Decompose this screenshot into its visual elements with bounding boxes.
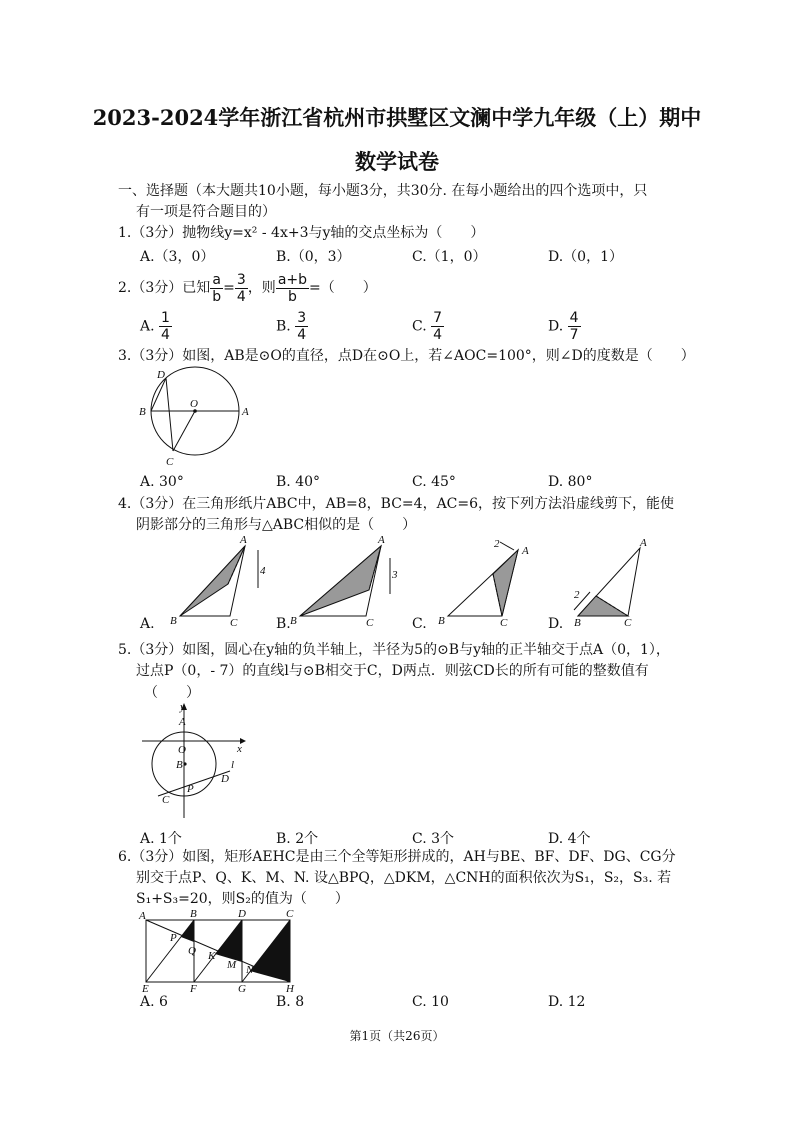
q2-option-d xyxy=(548,310,581,343)
q5-label-y: y xyxy=(180,701,185,713)
exam-title: 2023-2024学年浙江省杭州市拱墅区文澜中学九年级（上）期中 xyxy=(92,105,702,130)
q4c-length-2: 2 xyxy=(494,538,500,550)
q5-line-l xyxy=(158,771,230,796)
q2-stem-a: 2.（3分）已知 xyxy=(118,280,211,296)
q4d-label-b: B xyxy=(574,617,581,629)
q6-label-g: G xyxy=(238,983,246,992)
q2-option-d-den: 7 xyxy=(569,327,579,343)
q2-stem-b: ，则 xyxy=(247,280,276,296)
q6-label-p: P xyxy=(170,932,177,944)
q2-frac3-den: b xyxy=(287,288,297,305)
q4c-label-c: C xyxy=(500,617,508,629)
question-4-stem: 4.（3分）在三角形纸片ABC中，AB=8，BC=4，AC=6，按下列方法沿虚线剪下，能使 xyxy=(118,496,675,512)
q2-frac2-num: 3 xyxy=(236,271,246,288)
q3-chord-db xyxy=(151,378,166,411)
q2-frac3-num: a+b xyxy=(277,271,308,288)
q5-coordinate-figure xyxy=(136,700,256,826)
q2-option-b-den: 4 xyxy=(297,327,307,343)
q5-label-c: C xyxy=(162,794,170,806)
q5-label-l: l xyxy=(231,759,235,771)
q3-label-b: B xyxy=(139,406,146,418)
q3-label-a: A xyxy=(242,406,249,418)
q4d-label-c: C xyxy=(624,617,632,629)
q6-option-d: D. 12 xyxy=(548,994,586,1010)
q2-equals: = xyxy=(223,280,235,296)
q3-label-c: C xyxy=(166,456,174,468)
q6-option-c: C. 10 xyxy=(412,994,449,1010)
q1-option-a: A.（3，0） xyxy=(140,249,215,265)
q4-option-a: A. xyxy=(140,616,155,632)
q2-option-c-num: 7 xyxy=(433,310,443,326)
q6-option-a: A. 6 xyxy=(140,994,168,1010)
q4-figure-c xyxy=(420,532,556,632)
q3-label-o: O xyxy=(190,398,198,410)
q5-label-d: D xyxy=(221,773,229,785)
question-5-stem: 5.（3分）如图，圆心在y轴的负半轴上，半径为5的⊙B与y轴的正半轴交于点A（0，1）， xyxy=(118,642,670,658)
q2-fraction-sum xyxy=(276,272,309,305)
q4c-shaded-region xyxy=(493,550,518,616)
q3-circle-figure xyxy=(130,362,260,470)
q4d-length-2: 2 xyxy=(574,589,580,601)
q2-option-a-den: 4 xyxy=(161,327,170,343)
question-1-stem: 1.（3分）抛物线y=x² - 4x+3与y轴的交点坐标为（ ） xyxy=(118,225,485,241)
q5-option-d: D. 4个 xyxy=(548,831,591,847)
q2-option-b xyxy=(276,310,308,343)
q3-label-d: D xyxy=(157,369,165,381)
q5-label-x: x xyxy=(237,743,242,755)
q2-option-b-label: B. xyxy=(276,318,291,335)
q4a-shaded-region xyxy=(180,546,245,616)
q4b-length-3: 3 xyxy=(392,569,398,581)
q4a-length-4: 4 xyxy=(260,565,266,577)
question-6-stem: 6.（3分）如图，矩形AEHC是由三个全等矩形拼成的，AH与BE、BF、DF、DG、CG分 xyxy=(118,849,676,865)
q6-label-n: N xyxy=(246,964,254,976)
q2-frac1-den: b xyxy=(212,288,222,305)
q3-option-a: A. 30° xyxy=(140,474,184,490)
q4-option-d: D. xyxy=(548,616,564,632)
q4-figure-d xyxy=(560,532,696,632)
q2-option-a-label: A. xyxy=(140,318,155,335)
q4b-label-a: A xyxy=(378,534,385,546)
q6-shaded-bpq xyxy=(181,920,194,942)
question-6-stem-cont2: S₁+S₃=20，则S₂的值为（ ） xyxy=(136,891,349,907)
q2-fraction-3-over-4 xyxy=(235,272,248,305)
q2-option-b-num: 3 xyxy=(297,310,307,326)
q2-fraction-a-over-b xyxy=(210,272,223,305)
q3-option-b: B. 40° xyxy=(276,474,321,490)
q4a-label-c: C xyxy=(230,617,238,629)
q4b-label-b: B xyxy=(290,615,297,627)
q1-option-b: B.（0，3） xyxy=(276,249,351,265)
q4c-label-b: B xyxy=(438,615,445,627)
q6-label-d: D xyxy=(238,908,246,920)
q4-option-b: B. xyxy=(276,616,291,632)
q5-option-b: B. 2个 xyxy=(276,831,319,847)
q4b-shaded-region xyxy=(300,546,381,616)
section-heading: 一、选择题（本大题共10小题，每小题3分，共30分. 在每小题给出的四个选项中，只 xyxy=(118,183,648,199)
q3-radius-oc xyxy=(173,411,195,451)
q4b-label-c: C xyxy=(366,617,374,629)
q6-label-h: H xyxy=(286,983,294,992)
q5-label-a: A xyxy=(179,716,186,728)
q2-frac1-num: a xyxy=(210,272,223,289)
exam-subtitle: 数学试卷 xyxy=(355,149,439,174)
q2-option-a-num: 1 xyxy=(161,310,170,326)
q6-shaded-dkm xyxy=(215,920,242,962)
q2-option-c-den: 4 xyxy=(433,327,443,343)
question-5-stem-cont: 过点P（0，- 7）的直线l与⊙B相交于C，D两点．则弦CD长的所有可能的整数值有 xyxy=(136,663,649,679)
q2-frac2-den: 4 xyxy=(236,288,246,305)
page-footer: 第1页（共26页） xyxy=(349,1029,445,1043)
q4c-dimension xyxy=(500,542,514,550)
question-6-stem-cont: 别交于点P、Q、K、M、N. 设△BPQ，△DKM，△CNH的面积依次为S₁，S₂，S₃. 若 xyxy=(136,870,672,886)
q1-option-d: D.（0，1） xyxy=(548,249,623,265)
section-heading-cont: 有一项是符合题目的） xyxy=(136,204,276,220)
q3-chord-dc xyxy=(166,378,173,451)
q6-option-b: B. 8 xyxy=(276,994,305,1010)
q4a-label-b: B xyxy=(170,615,177,627)
question-5-stem-paren: （ ） xyxy=(144,685,200,701)
q6-label-q: Q xyxy=(188,945,196,957)
q4-figure-b xyxy=(280,532,416,632)
q4c-label-a: A xyxy=(522,545,529,557)
question-4-stem-cont: 阴影部分的三角形与△ABC相似的是（ ） xyxy=(136,517,417,533)
q6-shaded-cnh xyxy=(250,920,290,982)
q6-line-be xyxy=(146,920,194,982)
q5-option-a: A. 1个 xyxy=(140,831,182,847)
q5-label-o: O xyxy=(178,744,186,756)
q5-option-c: C. 3个 xyxy=(412,831,455,847)
question-2-stem xyxy=(118,270,377,306)
q4d-label-a: A xyxy=(640,537,647,549)
q4-option-c: C. xyxy=(412,616,427,632)
q4-figure-a xyxy=(140,532,276,632)
q6-label-a: A xyxy=(139,910,146,922)
q6-label-b: B xyxy=(190,908,197,920)
q2-option-d-label: D. xyxy=(548,318,564,335)
q3-option-d: D. 80° xyxy=(548,474,593,490)
q6-label-m: M xyxy=(227,959,237,971)
q5-label-p: P xyxy=(187,783,194,795)
q5-center-point xyxy=(183,762,186,765)
q6-label-e: E xyxy=(142,983,149,992)
q3-option-c: C. 45° xyxy=(412,474,456,490)
q5-label-b: B xyxy=(176,759,183,771)
q2-option-c xyxy=(412,310,444,343)
q1-option-c: C.（1，0） xyxy=(412,249,487,265)
q2-stem-c: =（ ） xyxy=(309,280,377,296)
question-3-stem: 3.（3分）如图，AB是⊙O的直径，点D在⊙O上，若∠AOC=100°，则∠D的度数是（ ） xyxy=(118,348,695,364)
q6-rectangle-figure xyxy=(136,908,306,992)
q2-option-a xyxy=(140,310,172,343)
q2-option-c-label: C. xyxy=(412,318,427,335)
q4d-shaded-region xyxy=(578,596,628,616)
q6-label-c: C xyxy=(286,908,294,920)
q4a-label-a: A xyxy=(240,534,247,546)
q6-label-k: K xyxy=(208,950,216,962)
q6-label-f: F xyxy=(190,983,197,992)
q2-option-d-num: 4 xyxy=(569,310,579,326)
